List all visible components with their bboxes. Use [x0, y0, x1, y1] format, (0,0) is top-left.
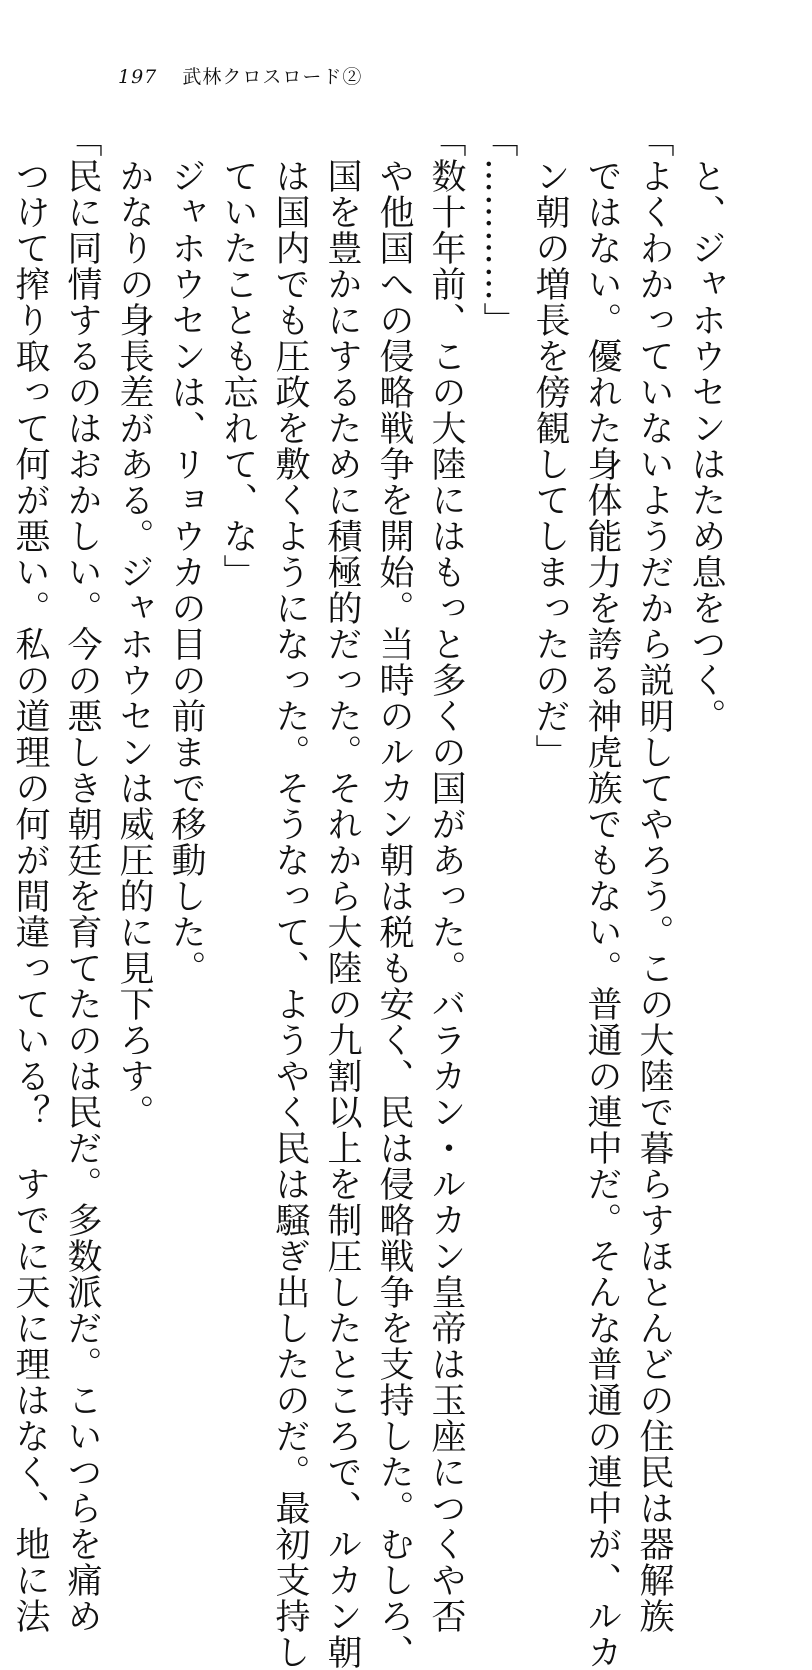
book-title: 武林クロスロード②	[182, 66, 363, 88]
text-line: 「…………」	[478, 122, 518, 338]
text-line: ていたことも忘れて、な」	[218, 158, 258, 590]
text-line: つけて搾り取って何が悪い。私の道理の何が間違っている？ すでに天に理はなく、地に法	[10, 158, 50, 1634]
text-line: や他国への侵略戦争を開始。当時のルカン朝は税も安く、民は侵略戦争を支持した。むしろ、	[374, 158, 414, 1670]
text-line: ン朝の増長を傍観してしまったのだ」	[530, 158, 570, 770]
text-line: と、ジャホウセンはため息をつく。	[686, 158, 726, 734]
text-line: 「民に同情するのはおかしい。今の悪しき朝廷を育てたのは民だ。多数派だ。こいつらを痛め	[62, 122, 102, 1634]
vertical-text-block	[0, 122, 732, 1670]
page-number: 197	[118, 66, 158, 88]
text-line: かなりの身長差がある。ジャホウセンは威圧的に見下ろす。	[114, 158, 154, 1130]
text-line: 「数十年前、この大陸にはもっと多くの国があった。バラカン・ルカン皇帝は玉座につくや否	[426, 122, 466, 1634]
text-line: 「よくわかっていないようだから説明してやろう。この大陸で暮らすほとんどの住民は器解族	[634, 122, 674, 1634]
text-line: ジャホウセンは、リョウカの目の前まで移動した。	[166, 158, 206, 986]
text-line: は国内でも圧政を敷くようになった。そうなって、ようやく民は騒ぎ出したのだ。最初支持し	[270, 158, 310, 1670]
text-line: 国を豊かにするために積極的だった。それから大陸の九割以上を制圧したところで、ルカン朝	[322, 158, 362, 1670]
page-header	[118, 62, 362, 89]
text-line: ではない。優れた身体能力を誇る神虎族でもない。普通の連中だ。そんな普通の連中が、ルカ	[582, 158, 622, 1670]
